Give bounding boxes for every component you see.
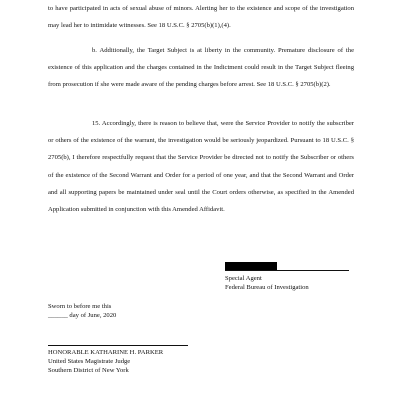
- judge-title: United States Magistrate Judge: [48, 357, 131, 365]
- signature-line: [225, 262, 349, 271]
- agent-signature-block: [225, 262, 355, 292]
- jurat-line-2: ______ day of June, 2020: [48, 312, 117, 319]
- jurat: [48, 302, 116, 320]
- paragraph-flight-risk: b. Additionally, the Target Subject is at liberty in the community. Premature disclosure of the existence of this application and the charges contained in the Indictment could result in the Target Subject fleeing from prosecution if she were made aware of the pending charges before arrest. See 18 U.S.C. § 2705(b)(2).: [48, 47, 354, 89]
- paragraph-witness-intimidation: to have participated in acts of sexual abuse of minors. Alerting her to the existence and scope of the investigation may lead her to intimidate witnesses. See 18 U.S.C. § 2705(b)(1),(4).: [48, 5, 354, 30]
- judge-name: HONORABLE KATHARINE H. PARKER: [48, 349, 164, 356]
- judge-signature-block: [48, 345, 188, 375]
- judge-district: Southern District of New York: [48, 366, 129, 374]
- agent-agency: Federal Bureau of Investigation: [225, 283, 309, 291]
- jurat-line-1: Sworn to before me this: [48, 303, 112, 310]
- paragraph-nondisclosure-request: 15. Accordingly, there is reason to believe that, were the Service Provider to notify the subscriber or others of the existence of the warrant, the investigation would be seriously jeopardized. Pursuant to 18 U.S.C. § 2705(b), I therefore respectfully request that the Service Provider be directed not to notify the Subscriber or others of the existence of the Second Warrant and Order for a period of one year, and that the Second Warrant and Order and all supporting papers be maintained under seal until the Court orders otherwise, as specified in the Amended Application submitted in conjunction with this Amended Affidavit.: [48, 120, 354, 214]
- judge-signature-line: [48, 345, 188, 346]
- redaction-bar: [225, 262, 277, 270]
- agent-title: Special Agent: [225, 275, 262, 282]
